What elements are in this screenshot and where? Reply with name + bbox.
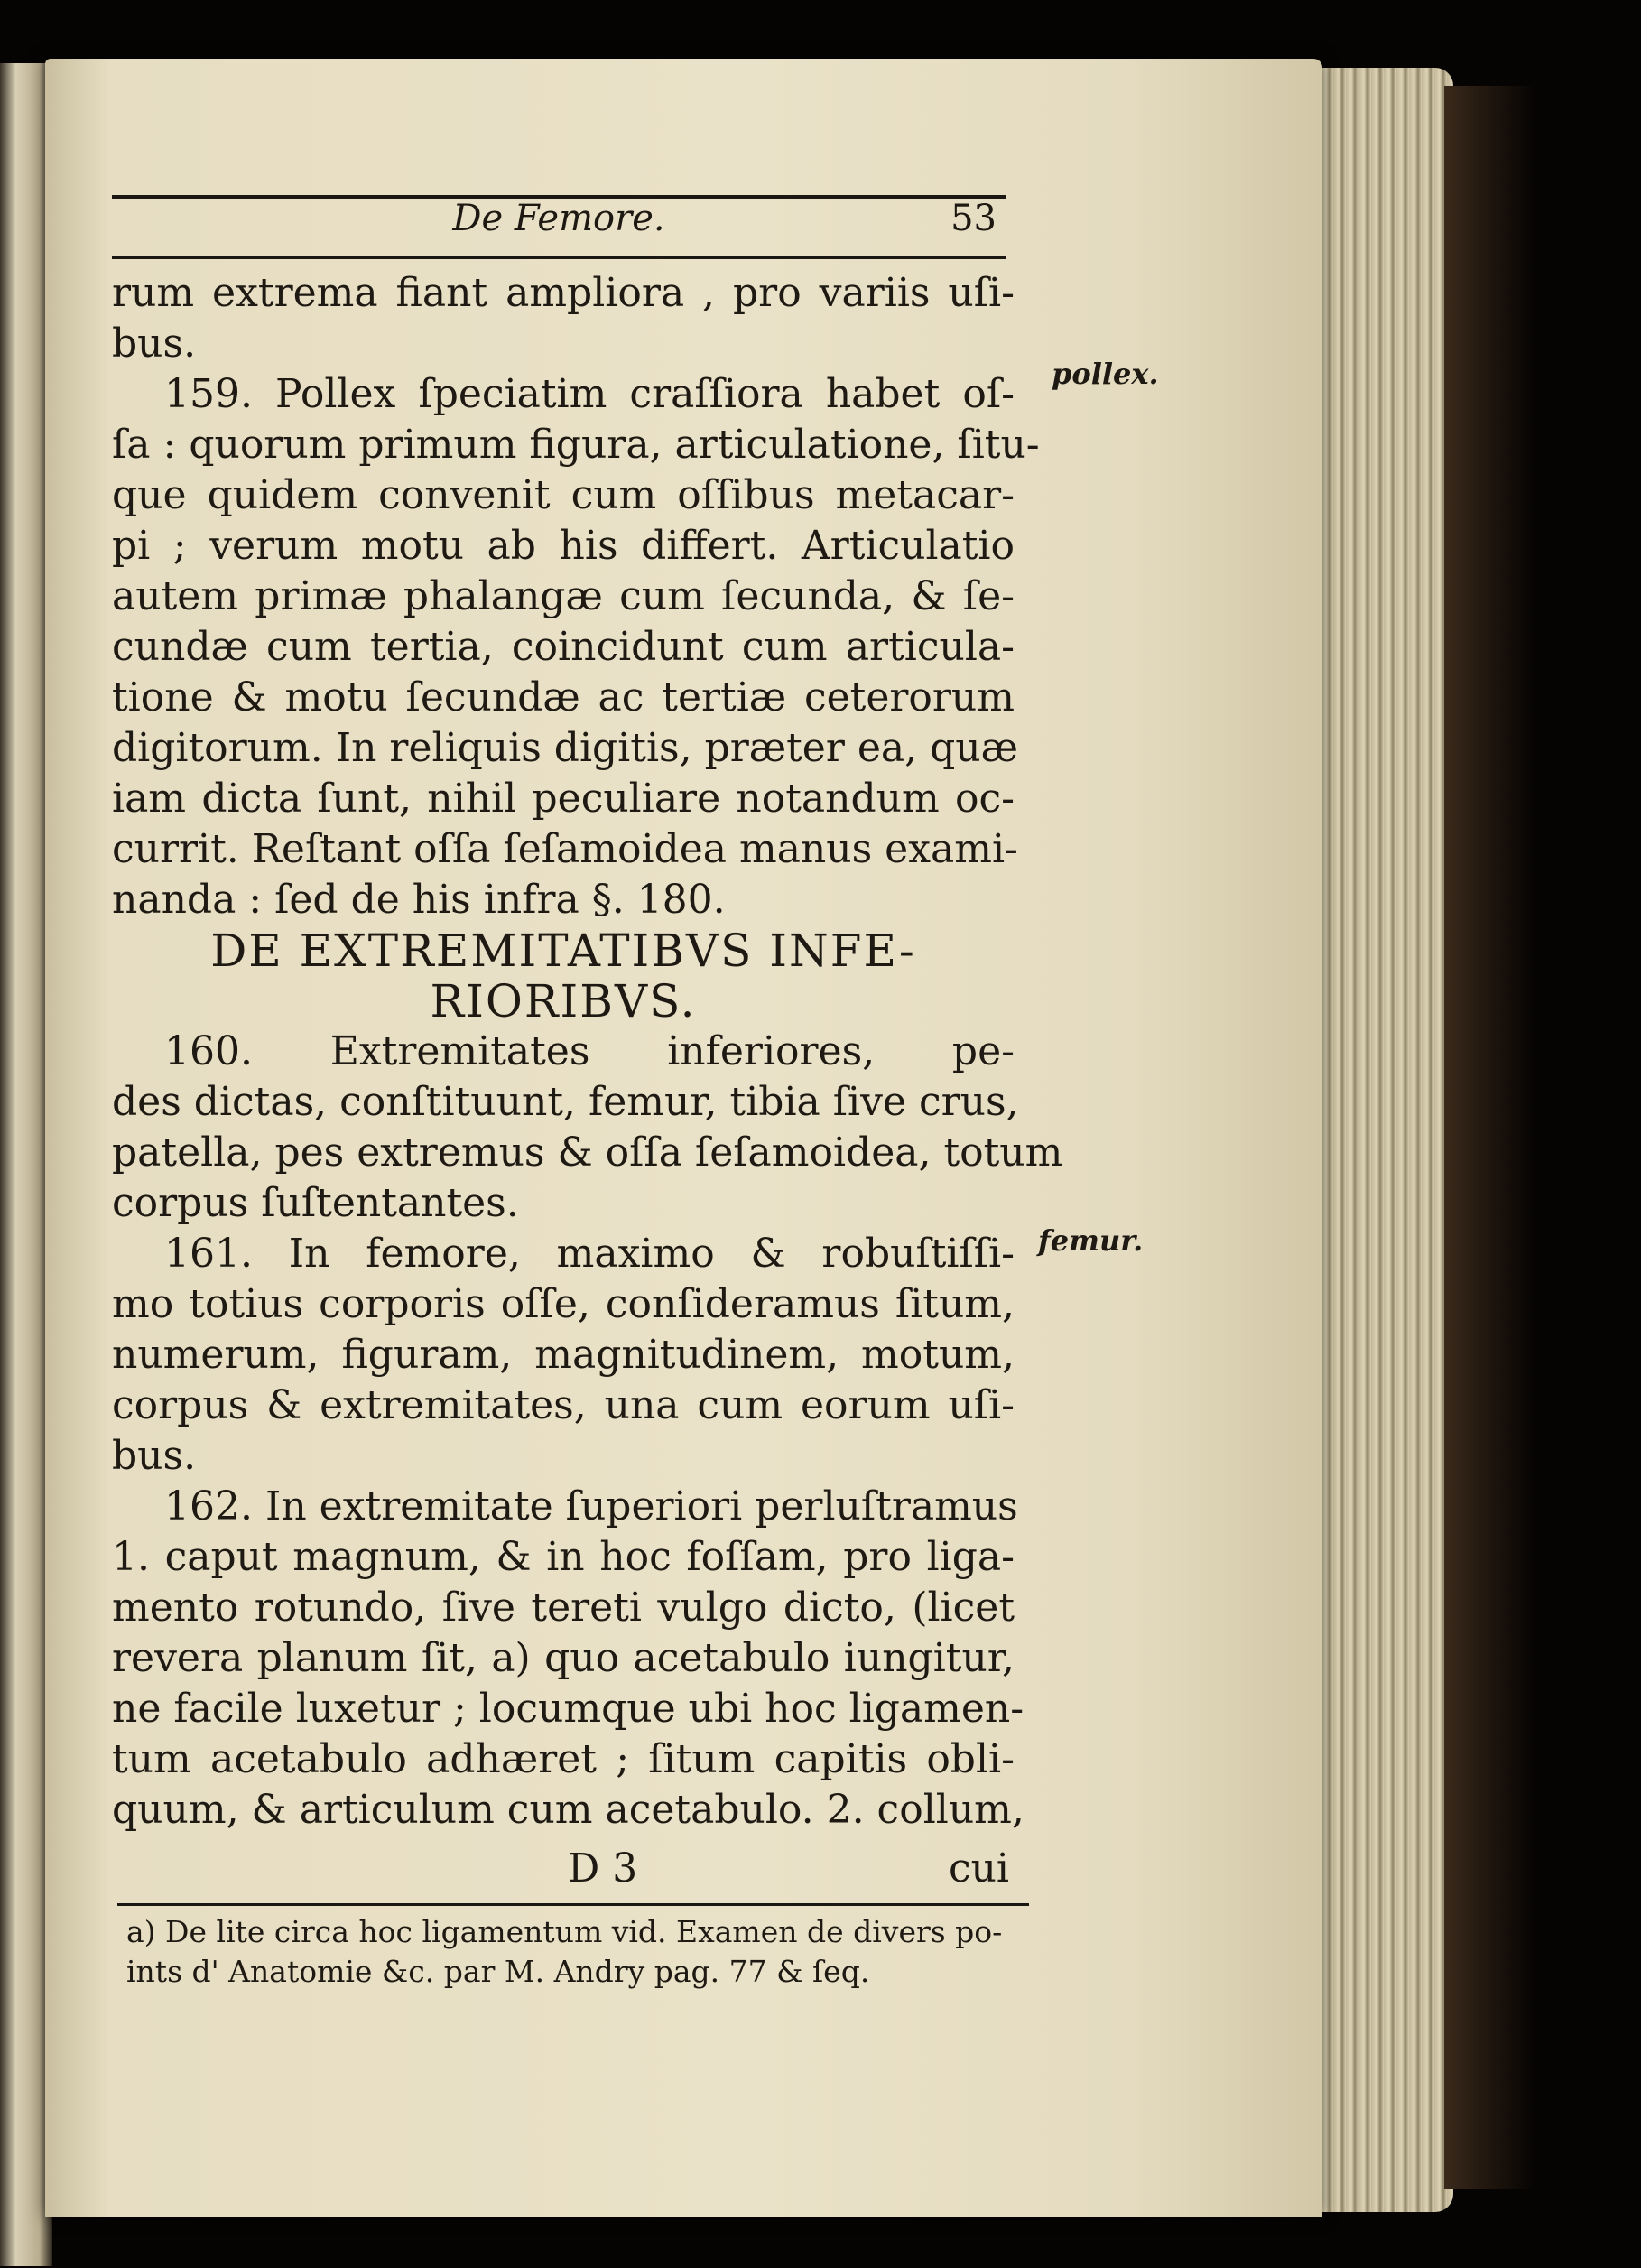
text-line: rum extrema fiant ampliora , pro variis uſi- — [112, 270, 1015, 316]
text-line: autem primæ phalangæ cum ſecunda, & ſe- — [112, 573, 1015, 619]
book-binding — [1444, 86, 1534, 2189]
body-text — [112, 268, 1063, 1836]
margin-note-femur: femur. — [1038, 1223, 1144, 1258]
paragraph-162-start: 162. In extremitate ſuperiori perluſtramus — [164, 1483, 1018, 1529]
text-line: cundæ cum tertia, coincidunt cum articula- — [112, 624, 1015, 670]
footnote-rule — [117, 1903, 1029, 1906]
text-line: corpus & extremitates, una cum eorum uſi- — [112, 1382, 1015, 1428]
text-line: revera planum ſit, a) quo acetabulo iungitur, — [112, 1635, 1015, 1681]
margin-note-pollex: pollex. — [1052, 357, 1159, 391]
running-head: De Femore. — [452, 198, 665, 239]
text-line: que quidem convenit cum oſſibus metacar- — [112, 472, 1015, 518]
text-line: mo totius corporis oſſe, conſideramus ſitum, — [112, 1281, 1015, 1327]
text-line: patella, pes extremus & oſſa ſeſamoidea, totum — [112, 1129, 1063, 1176]
paragraph-159-start: 159. Pollex ſpeciatim craſſiora habet oſ- — [164, 371, 1015, 417]
text-line: iam dicta ſunt, nihil peculiare notandum oc- — [112, 776, 1015, 822]
paragraph-160-start: 160. Extremitates inferiores, pe- — [164, 1028, 1015, 1074]
text-line: bus. — [112, 321, 197, 367]
section-heading-cont: RIORIBVS. — [430, 975, 697, 1027]
header-rule-bottom — [112, 256, 1006, 259]
text-line: des dictas, conſtituunt, femur, tibia ſive crus, — [112, 1079, 1019, 1125]
catchword: cui — [948, 1845, 1009, 1892]
text-line: corpus ſuſtentantes. — [112, 1180, 519, 1226]
text-line: ſa : quorum primum figura, articulatione, ſitu- — [112, 422, 1040, 468]
text-line: currit. Reſtant oſſa ſeſamoidea manus exami- — [112, 826, 1018, 872]
text-line: nanda : ſed de his infra §. 180. — [112, 877, 726, 923]
page-number: 53 — [950, 198, 997, 239]
text-line: pi ; verum motu ab his differt. Articulatio — [112, 523, 1015, 569]
signature-mark: D 3 — [568, 1845, 638, 1892]
footnote-line: ints d' Anatomie &c. par M. Andry pag. 77 & ſeq. — [126, 1954, 870, 1989]
footnotes — [126, 1912, 1038, 1992]
text-line: tione & motu ſecundæ ac tertiæ ceterorum — [112, 674, 1015, 720]
text-line: 1. caput magnum, & in hoc foſſam, pro liga- — [112, 1534, 1015, 1580]
text-line: bus. — [112, 1433, 197, 1479]
text-line: digitorum. In reliquis digitis, præter ea, quæ — [112, 725, 1018, 771]
text-line: quum, & articulum cum acetabulo. 2. collum, — [112, 1787, 1024, 1833]
text-line: ne facile luxetur ; locumque ubi hoc ligamen- — [112, 1686, 1024, 1732]
section-heading: DE EXTREMITATIBVS INFE- — [210, 925, 916, 977]
paragraph-161-start: 161. In femore, maximo & robuſtiſſi- — [164, 1231, 1015, 1277]
page-header — [112, 177, 1006, 267]
text-line: tum acetabulo adhæret ; ſitum capitis obli- — [112, 1736, 1015, 1782]
footnote-line: a) De lite circa hoc ligamentum vid. Examen de divers po- — [126, 1914, 1003, 1949]
text-line: mento rotundo, ſive tereti vulgo dicto, (licet — [112, 1585, 1015, 1631]
text-line: numerum, figuram, magnitudinem, motum, — [112, 1332, 1015, 1378]
page-footer — [112, 1844, 1015, 1894]
